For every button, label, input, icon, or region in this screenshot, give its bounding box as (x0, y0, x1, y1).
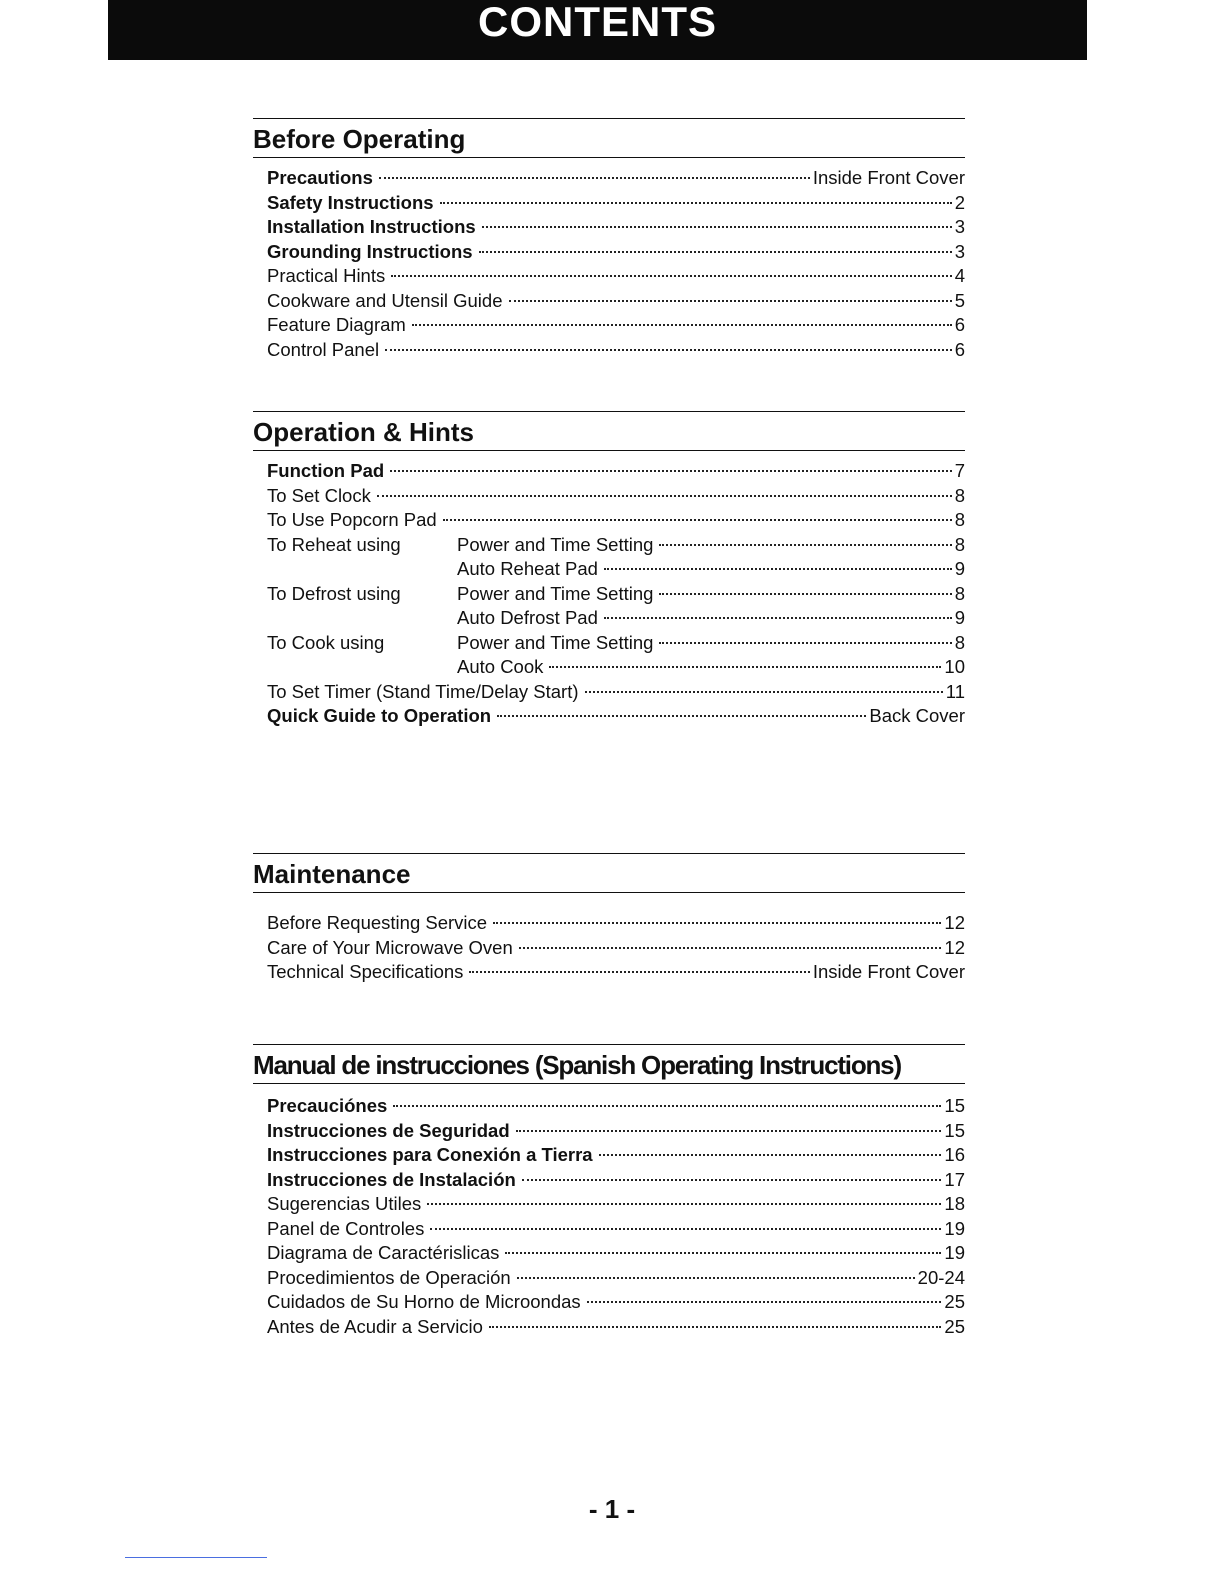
toc-entry[interactable]: Precauciónes 15 (267, 1095, 965, 1116)
toc-entry[interactable]: Safety Instructions 2 (267, 191, 965, 213)
toc-entry[interactable]: Care of Your Microwave Oven 12 (267, 936, 965, 958)
toc-entry[interactable]: To Set Timer (Stand Time/Delay Start) 11 (267, 680, 965, 702)
toc-entry[interactable]: To Reheat using Power and Time Setting 8 (267, 533, 965, 555)
toc-entry[interactable]: Auto Cook 10 (457, 656, 965, 677)
toc-entry[interactable]: Procedimientos de Operación 20-24 (267, 1266, 965, 1288)
toc-entry[interactable]: Precautions Inside Front Cover (267, 167, 965, 188)
contents-title: CONTENTS (478, 0, 717, 45)
toc-entry[interactable]: To Defrost using Power and Time Setting 8 (267, 582, 965, 604)
toc-entry[interactable]: Grounding Instructions 3 (267, 240, 965, 262)
toc-entry[interactable]: Cookware and Utensil Guide 5 (267, 289, 965, 311)
toc-entry[interactable]: Function Pad 7 (267, 460, 965, 481)
toc-entry[interactable]: Practical Hints 4 (267, 265, 965, 286)
toc-entry[interactable]: Instrucciones de Seguridad 15 (267, 1119, 965, 1141)
toc-entry[interactable]: Control Panel 6 (267, 338, 965, 360)
toc-entry[interactable]: Cuidados de Su Horno de Microondas 25 (267, 1291, 965, 1312)
toc-entry[interactable]: Instrucciones de Instalación 17 (267, 1168, 965, 1190)
toc-entry[interactable]: Instrucciones para Conexión a Tierra 16 (267, 1144, 965, 1165)
section-heading: Manual de instrucciones (Spanish Operating Instructions) (253, 1044, 965, 1084)
toc-entry[interactable]: Quick Guide to Operation Back Cover (267, 705, 965, 726)
toc-entry[interactable]: Panel de Controles 19 (267, 1217, 965, 1239)
toc-entry[interactable]: Antes de Acudir a Servicio 25 (267, 1315, 965, 1337)
section-spanish-instructions (253, 1044, 965, 1339)
toc-entry[interactable]: Installation Instructions 3 (267, 216, 965, 237)
toc-entry[interactable]: Feature Diagram 6 (267, 314, 965, 335)
section-operation-hints (253, 411, 965, 729)
section-maintenance (253, 853, 965, 985)
toc-entry[interactable]: Technical Specifications Inside Front Cover (267, 961, 965, 982)
toc-entry[interactable]: To Set Clock 8 (267, 484, 965, 506)
toc-entry[interactable]: Before Requesting Service 12 (267, 912, 965, 933)
section-before-operating (253, 118, 965, 362)
section-heading: Before Operating (253, 118, 965, 158)
toc-entry[interactable]: Sugerencias Utiles 18 (267, 1193, 965, 1214)
contents-banner (108, 0, 1087, 60)
section-heading: Maintenance (253, 853, 965, 893)
toc-entry[interactable]: To Cook using Power and Time Setting 8 (267, 631, 965, 653)
toc-entry[interactable]: Auto Defrost Pad 9 (457, 607, 965, 628)
toc-entry[interactable]: Auto Reheat Pad 9 (457, 558, 965, 579)
page-number: - 1 - (588, 1494, 636, 1524)
toc-entry[interactable]: Diagrama de Caractérislicas 19 (267, 1242, 965, 1263)
toc-entry[interactable]: To Use Popcorn Pad 8 (267, 509, 965, 530)
section-heading: Operation & Hints (253, 411, 965, 451)
divider (125, 1557, 267, 1558)
